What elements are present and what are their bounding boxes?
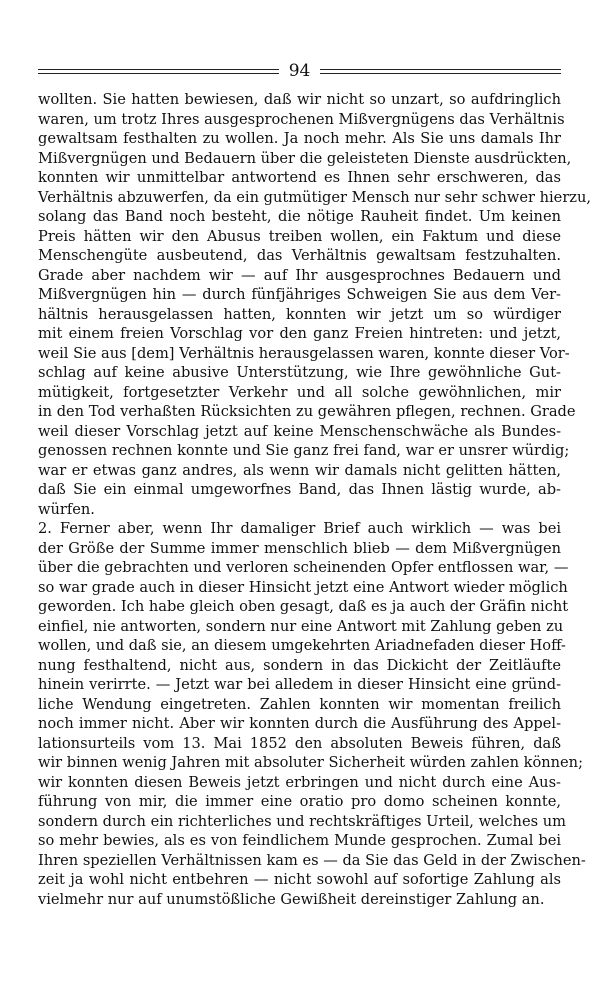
text-line: in den Tod verhaßten Rücksichten zu gewähren pflegen, rechnen. Grade bbox=[38, 403, 576, 420]
text-line: Ihren speziellen Verhältnissen kam es — da Sie das Geld in der Zwischen- bbox=[38, 851, 586, 869]
text-line: schlag auf keine abusive Unterstützung, wie Ihre gewöhnliche Gut- bbox=[38, 364, 561, 381]
text-line: Mißvergnügen und Bedauern über die geleisteten Dienste ausdrückten, bbox=[38, 149, 572, 167]
text-line: einfiel, nie antworten, sondern nur eine Antwort mit Zahlung geben zu bbox=[38, 617, 564, 635]
text-line: genossen rechnen konnte und Sie ganz frei fand, war er unsrer würdig; bbox=[38, 442, 570, 459]
text-line: hältnis herausgelassen hatten, konnten wir jetzt um so würdiger bbox=[38, 305, 561, 323]
body-text bbox=[38, 90, 592, 909]
page-header bbox=[38, 58, 561, 84]
text-line: Verhältnis abzuwerfen, da ein gutmütiger Mensch nur sehr schwer hierzu, bbox=[38, 188, 592, 206]
text-line: weil Sie aus [dem] Verhältnis herausgelassen waren, konnte dieser Vor- bbox=[38, 344, 570, 362]
text-line: so mehr bewies, als es von feindlichem Munde gesprochen. Zumal bei bbox=[38, 832, 561, 849]
text-line: mütigkeit, fortgesetzter Verkehr und all solche gewöhnlichen, mir bbox=[38, 383, 561, 401]
text-line: Menschengüte ausbeutend, das Verhältnis gewaltsam festzuhalten. bbox=[38, 247, 561, 264]
page-number: 94 bbox=[288, 61, 311, 81]
text-line: nung festhaltend, nicht aus, sondern in das Dickicht der Zeitläufte bbox=[38, 656, 561, 674]
text-line: solang das Band noch besteht, die nötige Rauheit findet. Um keinen bbox=[38, 208, 561, 225]
text-line: daß Sie ein einmal umgeworfnes Band, das Ihnen lästig wurde, ab- bbox=[38, 481, 561, 498]
text-line: über die gebrachten und verloren scheinenden Opfer entflossen war, — bbox=[38, 559, 569, 576]
text-line: liche Wendung eingetreten. Zahlen konnten wir momentan freilich bbox=[38, 695, 561, 713]
text-line: lationsurteils vom 13. Mai 1852 den absoluten Beweis führen, daß bbox=[38, 734, 561, 752]
text-line: der Größe der Summe immer menschlich blieb — dem Mißvergnügen bbox=[38, 539, 561, 557]
text-line: wollen, und daß sie, an diesem umgekehrten Ariadnefaden dieser Hoff- bbox=[38, 637, 566, 654]
text-line: weil dieser Vorschlag jetzt auf keine Menschenschwäche als Bundes- bbox=[38, 422, 561, 440]
text-line: Preis hätten wir den Abusus treiben wollen, ein Faktum und diese bbox=[38, 227, 561, 245]
text-line: 2. Ferner aber, wenn Ihr damaliger Brief auch wirklich — was bei bbox=[38, 520, 561, 537]
text-line: waren, um trotz Ihres ausgesprochenen Mißvergnügens das Verhältnis bbox=[38, 110, 565, 128]
header-rule-left bbox=[38, 69, 279, 74]
text-line: wir binnen wenig Jahren mit absoluter Sicherheit würden zahlen können; bbox=[38, 754, 583, 771]
text-line: mit einem freien Vorschlag vor den ganz Freien hintreten: und jetzt, bbox=[38, 325, 561, 342]
text-line: wollten. Sie hatten bewiesen, daß wir nicht so unzart, so aufdringlich bbox=[38, 91, 561, 108]
text-line: führung von mir, die immer eine oratio pro domo scheinen konnte, bbox=[38, 793, 561, 810]
header-rule-right bbox=[320, 69, 561, 74]
text-line: konnten wir unmittelbar antwortend es Ihnen sehr erschweren, das bbox=[38, 169, 561, 186]
text-line: Grade aber nachdem wir — auf Ihr ausgesprochnes Bedauern und bbox=[38, 266, 561, 284]
text-line: gewaltsam festhalten zu wollen. Ja noch mehr. Als Sie uns damals Ihr bbox=[38, 130, 561, 147]
text-line: zeit ja wohl nicht entbehren — nicht sowohl auf sofortige Zahlung als bbox=[38, 871, 561, 888]
text-line: wir konnten diesen Beweis jetzt erbringen und nicht durch eine Aus- bbox=[38, 773, 561, 791]
text-line: Mißvergnügen hin — durch fünfjähriges Schweigen Sie aus dem Ver- bbox=[38, 286, 561, 303]
text-line: geworden. Ich habe gleich oben gesagt, daß es ja auch der Gräfin nicht bbox=[38, 598, 569, 615]
text-line: war er etwas ganz andres, als wenn wir damals nicht gelitten hätten, bbox=[38, 461, 561, 479]
text-line: vielmehr nur auf unumstößliche Gewißheit dereinstiger Zahlung an. bbox=[38, 890, 545, 908]
text-line: sondern durch ein richterliches und rechtskräftiges Urteil, welches um bbox=[38, 812, 566, 830]
text-line: würfen. bbox=[38, 500, 95, 518]
text-line: so war grade auch in dieser Hinsicht jetzt eine Antwort wieder möglich bbox=[38, 578, 568, 596]
text-line: noch immer nicht. Aber wir konnten durch die Ausführung des Appel- bbox=[38, 715, 561, 732]
book-page bbox=[38, 58, 592, 909]
text-line: hinein verirrte. — Jetzt war bei alledem in dieser Hinsicht eine gründ- bbox=[38, 676, 561, 693]
